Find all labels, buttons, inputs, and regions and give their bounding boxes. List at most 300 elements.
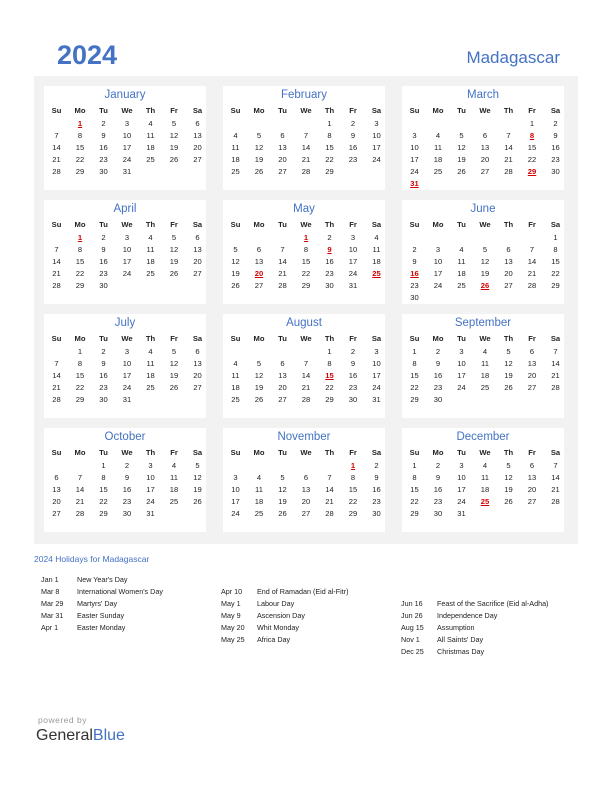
weekday-label: Su <box>51 220 62 229</box>
day-cell: 16 <box>372 485 381 494</box>
day-cell: 30 <box>348 395 358 404</box>
day-cell: 29 <box>410 395 419 404</box>
day-cell: 10 <box>433 257 443 266</box>
day-cell: 17 <box>457 371 466 380</box>
day-cell: 14 <box>551 359 560 368</box>
day-cell: 28 <box>527 281 537 290</box>
day-cell: 6 <box>280 131 285 140</box>
day-cell: 21 <box>527 269 537 278</box>
weekday-label: Tu <box>278 220 287 229</box>
day-cell: 8 <box>529 131 535 140</box>
day-cell: 16 <box>433 371 443 380</box>
day-cell: 21 <box>52 269 61 278</box>
day-cell: 24 <box>433 281 443 290</box>
weekday-label: Fr <box>349 106 357 115</box>
day-cell: 5 <box>482 245 488 254</box>
day-cell: 12 <box>231 257 240 266</box>
day-cell: 17 <box>457 485 466 494</box>
day-cell: 12 <box>504 473 513 482</box>
day-cell: 30 <box>122 509 132 518</box>
day-cell: 14 <box>52 143 61 152</box>
day-cell: 29 <box>99 509 108 518</box>
day-cell: 4 <box>148 119 153 128</box>
day-cell: 22 <box>410 383 419 392</box>
day-cell: 26 <box>504 383 513 392</box>
day-cell: 6 <box>256 245 262 254</box>
day-cell: 24 <box>122 383 132 392</box>
weekday-label: Sa <box>192 448 203 457</box>
holiday-name: Easter Sunday <box>77 611 125 620</box>
day-cell: 4 <box>482 347 488 356</box>
day-cell: 14 <box>551 473 560 482</box>
month-december <box>402 428 564 532</box>
day-cell: 17 <box>146 485 155 494</box>
holiday-name: End of Ramadan (Eid al-Fitr) <box>257 587 349 596</box>
weekday-label: Fr <box>528 106 536 115</box>
day-cell: 29 <box>301 281 311 290</box>
day-cell: 10 <box>457 473 466 482</box>
month-title: May <box>293 203 315 215</box>
day-cell: 23 <box>99 269 108 278</box>
country-title: Madagascar <box>466 48 560 67</box>
day-cell: 3 <box>412 131 417 140</box>
day-cell: 4 <box>482 461 488 470</box>
day-cell: 29 <box>75 395 85 404</box>
day-cell: 23 <box>348 383 358 392</box>
holiday-date: May 1 <box>221 599 241 608</box>
weekday-label: Su <box>409 334 420 343</box>
day-cell: 10 <box>372 359 381 368</box>
day-cell: 1 <box>412 461 417 470</box>
weekday-label: Sa <box>192 106 203 115</box>
day-cell: 20 <box>504 269 513 278</box>
day-cell: 27 <box>278 167 287 176</box>
weekday-label: We <box>479 106 491 115</box>
day-cell: 25 <box>480 383 490 392</box>
day-cell: 15 <box>551 257 560 266</box>
month-february <box>223 86 385 190</box>
day-cell: 23 <box>348 155 358 164</box>
day-cell: 30 <box>551 167 560 176</box>
day-cell: 16 <box>433 485 443 494</box>
day-cell: 9 <box>435 359 441 368</box>
day-cell: 16 <box>99 371 108 380</box>
day-cell: 21 <box>504 155 513 164</box>
day-cell: 11 <box>146 245 155 254</box>
day-cell: 25 <box>146 155 155 164</box>
holiday-name: Africa Day <box>257 635 291 644</box>
day-cell: 17 <box>122 371 132 380</box>
day-cell: 7 <box>54 359 59 368</box>
day-cell: 6 <box>529 461 535 470</box>
weekday-label: We <box>121 220 133 229</box>
day-cell: 17 <box>122 143 132 152</box>
weekday-label: Mo <box>432 220 444 229</box>
weekday-label: Sa <box>371 448 382 457</box>
day-cell: 14 <box>301 371 311 380</box>
weekday-label: Fr <box>349 448 357 457</box>
weekday-label: Th <box>324 448 335 457</box>
day-cell: 24 <box>122 155 132 164</box>
day-cell: 15 <box>325 143 334 152</box>
day-cell: 30 <box>372 509 381 518</box>
day-cell: 19 <box>193 485 202 494</box>
day-cell: 3 <box>148 461 153 470</box>
day-cell: 7 <box>303 131 309 140</box>
day-cell: 7 <box>553 461 558 470</box>
day-cell: 17 <box>348 257 358 266</box>
day-cell: 20 <box>278 383 287 392</box>
brand-blue: Blue <box>92 727 125 744</box>
day-cell: 11 <box>255 485 263 494</box>
day-cell: 18 <box>480 371 490 380</box>
weekday-label: Tu <box>99 334 108 343</box>
day-cell: 15 <box>99 485 108 494</box>
day-cell: 26 <box>457 167 466 176</box>
day-cell: 14 <box>301 143 311 152</box>
powered-by-text: powered by <box>38 715 87 725</box>
day-cell: 6 <box>195 119 200 128</box>
holiday-name: Christmas Day <box>437 647 485 656</box>
day-cell: 1 <box>327 347 332 356</box>
month-november <box>223 428 385 532</box>
weekday-label: Tu <box>278 334 287 343</box>
day-cell: 9 <box>101 359 106 368</box>
day-cell: 27 <box>278 395 287 404</box>
month-july <box>44 314 206 418</box>
month-january <box>44 86 206 190</box>
day-cell: 17 <box>122 257 132 266</box>
day-cell: 9 <box>435 473 441 482</box>
day-cell: 23 <box>410 281 419 290</box>
weekday-label: Su <box>51 448 62 457</box>
day-cell: 28 <box>504 167 513 176</box>
day-cell: 19 <box>457 155 466 164</box>
day-cell: 25 <box>146 269 155 278</box>
day-cell: 23 <box>99 383 108 392</box>
day-cell: 14 <box>52 257 61 266</box>
day-cell: 4 <box>459 245 464 254</box>
day-cell: 14 <box>75 485 85 494</box>
day-cell: 2 <box>101 233 106 242</box>
day-cell: 12 <box>254 371 264 380</box>
day-cell: 10 <box>122 245 132 254</box>
day-cell: 11 <box>146 359 155 368</box>
day-cell: 23 <box>551 155 560 164</box>
day-cell: 29 <box>410 509 419 518</box>
day-cell: 3 <box>124 347 130 356</box>
day-cell: 31 <box>372 395 381 404</box>
day-cell: 12 <box>480 257 490 266</box>
day-cell: 26 <box>254 167 264 176</box>
holiday-date: May 25 <box>221 635 245 644</box>
day-cell: 1 <box>412 347 417 356</box>
day-cell: 10 <box>122 359 132 368</box>
day-cell: 22 <box>325 155 334 164</box>
weekday-label: Th <box>145 448 156 457</box>
holiday-date: Mar 31 <box>41 611 64 620</box>
weekday-label: Fr <box>349 334 357 343</box>
day-cell: 13 <box>301 485 311 494</box>
weekday-label: Mo <box>253 334 265 343</box>
year-title: 2024 <box>57 40 118 70</box>
weekday-label: Fr <box>528 334 536 343</box>
day-cell: 27 <box>254 281 264 290</box>
holiday-date: Jun 16 <box>401 599 423 608</box>
day-cell: 19 <box>278 497 287 506</box>
day-cell: 29 <box>348 509 358 518</box>
day-cell: 16 <box>551 143 560 152</box>
day-cell: 6 <box>195 233 200 242</box>
day-cell: 23 <box>433 497 443 506</box>
day-cell: 11 <box>372 245 381 254</box>
day-cell: 1 <box>77 347 83 356</box>
day-cell: 5 <box>171 233 177 242</box>
day-cell: 15 <box>410 485 419 494</box>
day-cell: 13 <box>278 371 287 380</box>
weekday-label: We <box>300 106 312 115</box>
day-cell: 23 <box>372 497 381 506</box>
day-cell: 12 <box>254 143 264 152</box>
day-cell: 27 <box>480 167 490 176</box>
day-cell: 18 <box>169 485 179 494</box>
day-cell: 18 <box>480 485 490 494</box>
brand-logo[interactable] <box>36 727 125 745</box>
day-cell: 6 <box>303 473 309 482</box>
weekday-label: Th <box>503 448 514 457</box>
day-cell: 13 <box>193 359 202 368</box>
weekday-label: Sa <box>550 106 561 115</box>
holiday-name: Independence Day <box>437 611 498 620</box>
day-cell: 16 <box>348 371 358 380</box>
day-cell: 3 <box>374 347 379 356</box>
day-cell: 30 <box>433 509 443 518</box>
day-cell: 25 <box>480 497 490 506</box>
day-cell: 28 <box>551 497 560 506</box>
day-cell: 19 <box>231 269 240 278</box>
day-cell: 11 <box>146 131 155 140</box>
day-cell: 10 <box>231 485 240 494</box>
day-cell: 21 <box>301 155 311 164</box>
day-cell: 27 <box>193 269 202 278</box>
day-cell: 29 <box>551 281 560 290</box>
day-cell: 20 <box>52 497 61 506</box>
day-cell: 2 <box>374 461 379 470</box>
day-cell: 27 <box>504 281 513 290</box>
day-cell: 1 <box>101 461 106 470</box>
day-cell: 28 <box>52 281 61 290</box>
weekday-label: Sa <box>550 220 561 229</box>
day-cell: 2 <box>327 233 332 242</box>
day-cell: 10 <box>348 245 358 254</box>
day-cell: 31 <box>146 509 155 518</box>
day-cell: 4 <box>256 473 262 482</box>
month-september <box>402 314 564 418</box>
day-cell: 2 <box>412 245 417 254</box>
day-cell: 14 <box>504 143 513 152</box>
day-cell: 25 <box>231 395 240 404</box>
weekday-label: Th <box>503 220 514 229</box>
day-cell: 19 <box>504 485 513 494</box>
day-cell: 9 <box>412 257 417 266</box>
weekday-label: Mo <box>74 106 86 115</box>
day-cell: 26 <box>193 497 202 506</box>
day-cell: 12 <box>169 245 179 254</box>
day-cell: 9 <box>553 131 558 140</box>
weekday-label: Su <box>230 220 241 229</box>
day-cell: 3 <box>374 119 379 128</box>
weekday-label: Su <box>230 448 241 457</box>
day-cell: 17 <box>231 497 240 506</box>
day-cell: 21 <box>75 497 85 506</box>
weekday-label: Tu <box>457 448 466 457</box>
weekday-label: Th <box>503 106 514 115</box>
day-cell: 7 <box>506 131 511 140</box>
day-cell: 8 <box>77 359 83 368</box>
month-may <box>223 200 385 304</box>
day-cell: 1 <box>327 119 332 128</box>
day-cell: 2 <box>350 347 356 356</box>
weekday-label: Mo <box>253 448 265 457</box>
weekday-label: Th <box>324 106 335 115</box>
day-cell: 28 <box>551 383 560 392</box>
day-cell: 18 <box>231 383 240 392</box>
day-cell: 29 <box>75 281 85 290</box>
day-cell: 15 <box>75 371 85 380</box>
day-cell: 8 <box>77 245 83 254</box>
day-cell: 5 <box>256 359 262 368</box>
month-august <box>223 314 385 418</box>
weekday-label: Fr <box>170 220 178 229</box>
day-cell: 25 <box>433 167 443 176</box>
day-cell: 21 <box>52 383 61 392</box>
day-cell: 6 <box>506 245 511 254</box>
day-cell: 8 <box>327 131 332 140</box>
day-cell: 22 <box>301 269 311 278</box>
day-cell: 25 <box>169 497 179 506</box>
day-cell: 5 <box>280 473 285 482</box>
day-cell: 6 <box>195 347 200 356</box>
day-cell: 9 <box>124 473 130 482</box>
holidays-title: 2024 Holidays for Madagascar <box>34 554 150 564</box>
day-cell: 4 <box>233 131 238 140</box>
weekday-label: Su <box>409 106 420 115</box>
day-cell: 18 <box>231 155 240 164</box>
day-cell: 22 <box>325 383 334 392</box>
month-title: June <box>470 203 496 215</box>
weekday-label: Mo <box>74 448 86 457</box>
holiday-date: Jan 1 <box>41 575 59 584</box>
day-cell: 26 <box>231 281 240 290</box>
day-cell: 30 <box>99 167 108 176</box>
weekday-label: Mo <box>432 334 444 343</box>
weekday-label: Tu <box>278 448 287 457</box>
day-cell: 9 <box>101 245 106 254</box>
weekday-label: Fr <box>349 220 357 229</box>
holiday-name: Assumption <box>437 623 475 632</box>
day-cell: 24 <box>348 269 358 278</box>
day-cell: 5 <box>171 119 177 128</box>
day-cell: 6 <box>280 359 285 368</box>
holiday-name: Martyrs' Day <box>77 599 118 608</box>
month-title: April <box>113 203 137 215</box>
day-cell: 8 <box>412 359 417 368</box>
day-cell: 8 <box>553 245 558 254</box>
day-cell: 9 <box>101 131 106 140</box>
day-cell: 24 <box>410 167 419 176</box>
day-cell: 13 <box>52 485 61 494</box>
day-cell: 13 <box>527 473 537 482</box>
day-cell: 23 <box>122 497 132 506</box>
day-cell: 4 <box>148 347 153 356</box>
weekday-label: Fr <box>170 448 178 457</box>
weekday-label: Tu <box>99 448 108 457</box>
weekday-label: Su <box>409 220 420 229</box>
weekday-label: Su <box>230 334 241 343</box>
day-cell: 4 <box>171 461 177 470</box>
day-cell: 4 <box>148 233 153 242</box>
day-cell: 20 <box>254 269 264 278</box>
day-cell: 20 <box>278 155 287 164</box>
day-cell: 12 <box>169 359 179 368</box>
day-cell: 22 <box>410 497 419 506</box>
weekday-label: Tu <box>278 106 287 115</box>
day-cell: 8 <box>327 359 332 368</box>
day-cell: 28 <box>278 281 287 290</box>
day-cell: 5 <box>171 347 177 356</box>
day-cell: 14 <box>52 371 61 380</box>
day-cell: 19 <box>169 371 179 380</box>
weekday-label: Tu <box>457 220 466 229</box>
day-cell: 15 <box>75 257 85 266</box>
day-cell: 15 <box>348 485 358 494</box>
weekday-label: Mo <box>74 220 86 229</box>
day-cell: 19 <box>169 143 179 152</box>
day-cell: 21 <box>301 383 311 392</box>
day-cell: 24 <box>122 269 132 278</box>
day-cell: 20 <box>527 371 537 380</box>
month-title: March <box>467 89 499 101</box>
day-cell: 6 <box>482 131 488 140</box>
weekday-label: Su <box>409 448 420 457</box>
day-cell: 29 <box>527 167 537 176</box>
day-cell: 5 <box>233 245 238 254</box>
day-cell: 18 <box>146 371 155 380</box>
day-cell: 16 <box>99 143 108 152</box>
day-cell: 21 <box>278 269 287 278</box>
month-title: September <box>454 317 512 329</box>
holiday-date: May 20 <box>221 623 245 632</box>
day-cell: 17 <box>410 155 419 164</box>
day-cell: 3 <box>124 233 130 242</box>
day-cell: 15 <box>75 143 85 152</box>
day-cell: 7 <box>303 359 309 368</box>
day-cell: 22 <box>75 269 85 278</box>
weekday-label: Th <box>145 106 156 115</box>
day-cell: 26 <box>169 155 179 164</box>
day-cell: 15 <box>410 371 419 380</box>
weekday-label: Su <box>51 106 62 115</box>
holiday-name: Whit Monday <box>257 623 299 632</box>
day-cell: 4 <box>435 131 441 140</box>
day-cell: 24 <box>457 383 466 392</box>
day-cell: 7 <box>529 245 535 254</box>
holiday-name: Ascension Day <box>257 611 305 620</box>
day-cell: 13 <box>480 143 490 152</box>
day-cell: 13 <box>278 143 287 152</box>
day-cell: 16 <box>410 269 419 278</box>
day-cell: 7 <box>54 245 59 254</box>
